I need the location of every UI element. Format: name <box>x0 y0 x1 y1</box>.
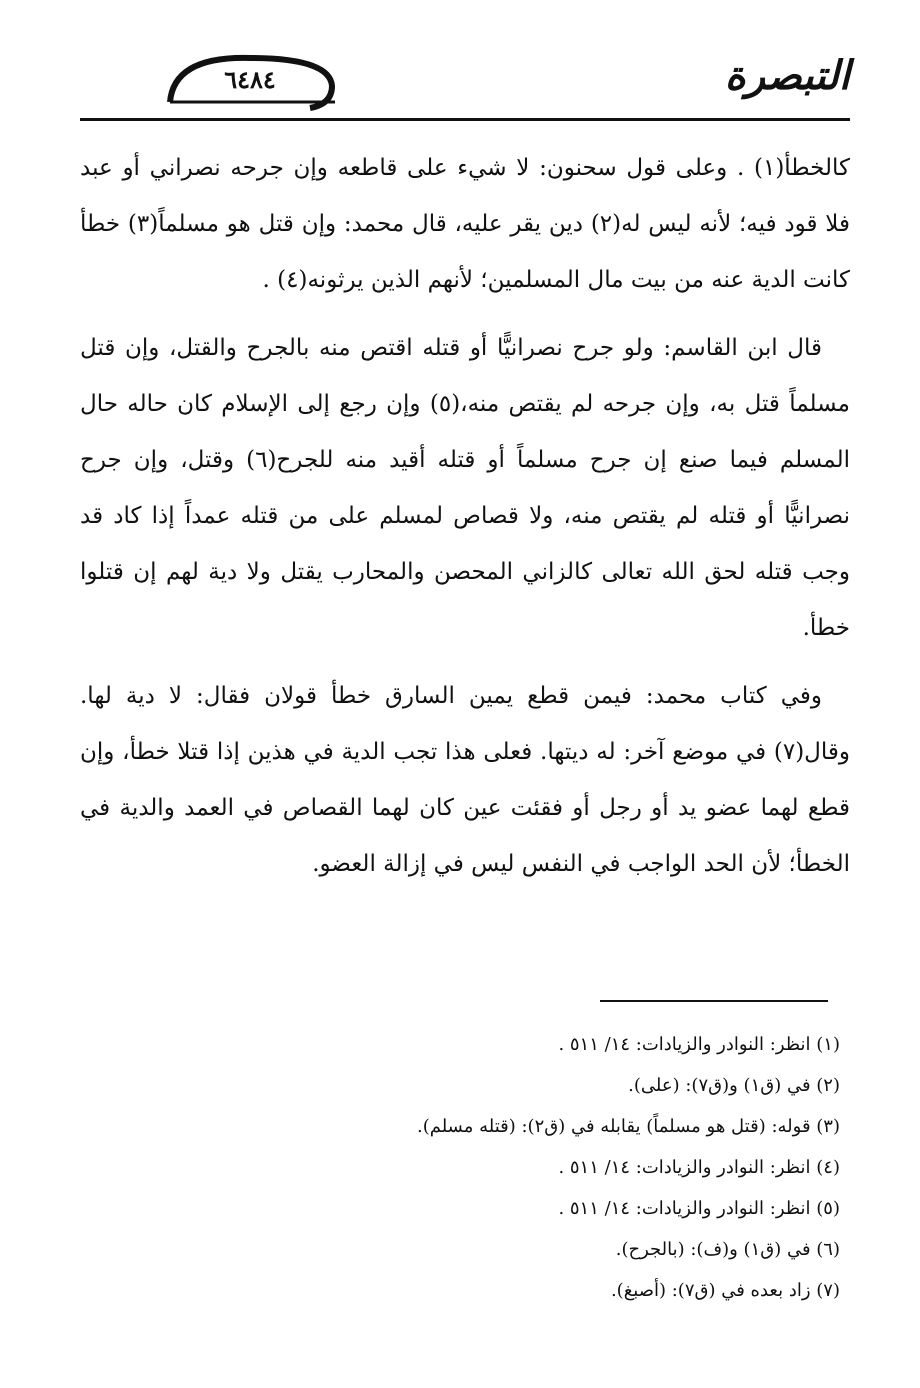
footnote-6: (٦) في (ق١) و(ف): (بالجرح). <box>615 1239 840 1260</box>
footnote-1: (١) انظر: النوادر والزيادات: ١٤/ ٥١١ . <box>558 1034 840 1055</box>
footnotes <box>80 1024 840 1311</box>
header-rule <box>80 118 850 121</box>
footnote-7: (٧) زاد بعده في (ق٧): (أصبغ). <box>610 1280 840 1301</box>
footnote-3: (٣) قوله: (قتل هو مسلماً) يقابله في (ق٢): (قتله مسلم). <box>416 1116 840 1137</box>
paragraph-3: وفي كتاب محمد: فيمن قطع يمين السارق خطأ قولان فقال: لا دية لها. وقال(٧) في موضع آخر: له ديتها. فعلى هذا تجب الدية في هذين إذا قتلا خطأ، وإن قطع لهما عضو يد أو رجل أو فقئت عين كان لهما القصاص في العمد والدية في الخطأ؛ لأن الحد الواجب في النفس ليس في إزالة العضو. <box>80 683 850 877</box>
page-number-badge <box>190 60 310 100</box>
footnote-separator <box>600 1000 828 1002</box>
main-text <box>80 140 850 904</box>
paragraph-1: كالخطأ(١) . وعلى قول سحنون: لا شيء على قاطعه وإن جرحه نصراني أو عبد فلا قود فيه؛ لأنه ليس له(٢) دين يقر عليه، قال محمد: وإن قتل هو مسلماً(٣) خطأ كانت الدية عنه من بيت مال المسلمين؛ لأنهم الذين يرثونه(٤) . <box>80 155 850 293</box>
footnote-2: (٢) في (ق١) و(ق٧): (على). <box>628 1075 840 1096</box>
footnote-5: (٥) انظر: النوادر والزيادات: ١٤/ ٥١١ . <box>558 1198 840 1219</box>
page-number: ٦٤٨٤ <box>224 65 276 94</box>
paragraph-2: قال ابن القاسم: ولو جرح نصرانيًّا أو قتله اقتص منه بالجرح والقتل، وإن قتل مسلماً قتل به، وإن جرحه لم يقتص منه،(٥) وإن رجع إلى الإسلام كان حاله حال المسلم فيما صنع إن جرح مسلماً أو قتله أقيد منه للجرح(٦) وقتل، وإن جرح نصرانيًّا أو قتله لم يقتص منه، ولا قصاص لمسلم على من قتله عمداً إذا كاد قد وجب قتله لحق الله تعالى كالزاني المحصن والمحارب يقتل ولا دية لهم إن قتلوا خطأ. <box>80 335 850 641</box>
footnote-4: (٤) انظر: النوادر والزيادات: ١٤/ ٥١١ . <box>558 1157 840 1178</box>
page-header <box>80 48 850 120</box>
book-title: التبصرة <box>724 52 850 99</box>
